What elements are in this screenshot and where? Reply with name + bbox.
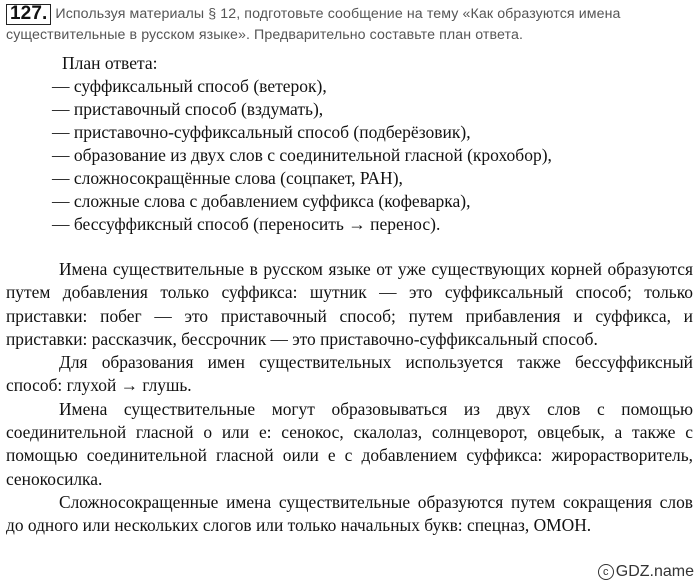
watermark: [598, 563, 694, 581]
paragraph-compound: Имена существительные могут образовываться из двух слов с помощью соединительной гласной о или е: сенокос, скалолаз, солнцеворот, овцебык, а также с помощью соединительной гласной оили е с добавлением суффикса: жирорастворитель, сенокосилка.: [6, 398, 693, 489]
plan-item-no-suffix: — бессуффиксный способ (переносить → перенос).: [52, 214, 441, 234]
paragraph-suffix-prefix: Имена существительные в русском языке от уже существующих корней образуются путем добавления только суффикса: шутник — это суффиксальный способ; только приставки: побег — это приставочный способ; путем прибавления и суффикса, и приставки: рассказчик, бессрочник — это приставочно-суффиксальный способ.: [6, 259, 693, 349]
watermark-text: GDZ.name: [615, 563, 694, 580]
plan-item-suffix: — суффиксальный способ (ветерок),: [52, 76, 327, 96]
plan-item-abbreviation: — сложносокращённые слова (соцпакет, РАН),: [52, 168, 403, 188]
plan-item-prefix-suffix: — приставочно-суффиксальный способ (подберёзовик),: [52, 122, 471, 142]
task-number: 127.: [6, 4, 51, 25]
task-header: [6, 4, 694, 45]
plan-item-connecting-vowel: — образование из двух слов с соединительной гласной (крохобор),: [52, 145, 552, 165]
plan-item-prefix: — приставочный способ (вздумать),: [52, 99, 324, 119]
paragraph-no-suffix: Для образования имен существительных используется также бессуффиксный способ: глухой → глушь.: [6, 352, 693, 396]
answer-text: [6, 258, 693, 538]
plan-title: План ответа:: [62, 53, 158, 73]
copyright-icon: c: [598, 564, 614, 580]
answer-plan: [52, 52, 552, 236]
plan-item-compound-suffix: — сложные слова с добавлением суффикса (кофеварка),: [52, 191, 471, 211]
task-text: Используя материалы § 12, подготовьте сообщение на тему «Как образуются имена существительные в русском языке». Предварительно составьте план ответа.: [6, 6, 621, 43]
paragraph-abbreviation: Сложносокращенные имена существительные образуются путем сокращения слов до одного или нескольких слогов или только начальных букв: спецназ, ОМОН.: [6, 491, 693, 536]
